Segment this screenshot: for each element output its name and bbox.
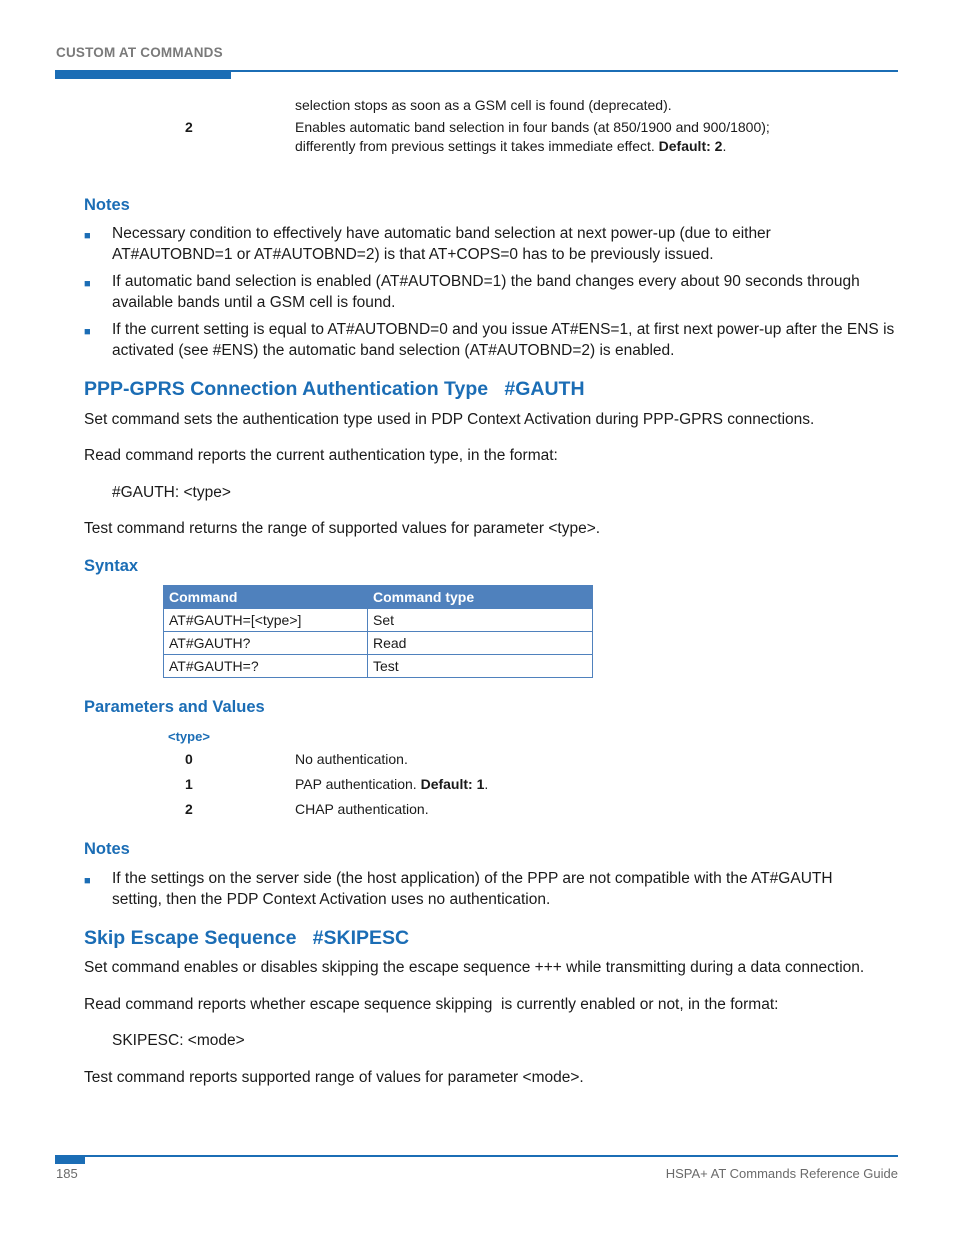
table-cell-command: AT#GAUTH=? [164, 655, 368, 678]
band-row2-value: 2 [185, 119, 193, 135]
table-cell-command: AT#GAUTH? [164, 632, 368, 655]
note-item: Necessary condition to effectively have automatic band selection at next power-up (due to either AT#AUTOBND=1 or AT#AUTOBND=2) is that AT+COPS=0 has to be previously issued. [112, 225, 771, 263]
gauth-format: #GAUTH: <type> [112, 484, 231, 501]
footer-guide-title: HSPA+ AT Commands Reference Guide [665, 1166, 898, 1181]
section-title-gauth: PPP-GPRS Connection Authentication Type #GAUTH [84, 378, 585, 400]
syntax-table [163, 585, 593, 678]
param-value: 2 [185, 801, 193, 817]
param-value: 1 [185, 776, 193, 792]
param-desc: No authentication. [295, 751, 408, 767]
table-cell-type: Read [368, 632, 593, 655]
running-header: CUSTOM AT COMMANDS [56, 45, 223, 60]
gauth-test-desc: Test command returns the range of supported values for parameter <type>. [84, 520, 601, 537]
note-item: If the current setting is equal to AT#AUTOBND=0 and you issue AT#ENS=1, at first next power-up after the ENS is activated (see #ENS) the automatic band selection (AT#AUTOBND=2) is enabled. [112, 321, 895, 359]
section-title-skipesc: Skip Escape Sequence #SKIPESC [84, 927, 410, 949]
skipesc-set-desc: Set command enables or disables skipping the escape sequence +++ while transmitting during a data connection. [84, 959, 865, 976]
table-row [164, 609, 593, 632]
table-row [164, 632, 593, 655]
header-accent-block [55, 70, 231, 79]
square-bullet-icon: ■ [84, 326, 91, 338]
band-row2-desc-line2: differently from previous settings it takes immediate effect. Default: 2. [295, 138, 727, 154]
table-row [164, 655, 593, 678]
gauth-set-desc: Set command sets the authentication type used in PDP Context Activation during PPP-GPRS connections. [84, 411, 815, 428]
page-number: 185 [56, 1166, 78, 1181]
notes-heading: Notes [84, 196, 130, 214]
gauth-read-desc: Read command reports the current authentication type, in the format: [84, 447, 558, 464]
table-header-command: Command [164, 586, 368, 609]
note-item: If the settings on the server side (the host application) of the PPP are not compatible with the AT#GAUTH setting, then the PDP Context Activation uses no authentication. [112, 870, 833, 908]
skipesc-read-desc: Read command reports whether escape sequence skipping is currently enabled or not, in the format: [84, 996, 779, 1013]
parameters-heading: Parameters and Values [84, 698, 265, 716]
band-row2-desc-line1: Enables automatic band selection in four bands (at 850/1900 and 900/1800); [295, 119, 770, 135]
param-desc: PAP authentication. Default: 1. [295, 776, 489, 792]
note-item: If automatic band selection is enabled (AT#AUTOBND=1) the band changes every about 90 seconds through available bands until a GSM cell is found. [112, 273, 860, 311]
param-name: <type> [168, 729, 210, 744]
param-value: 0 [185, 751, 193, 767]
table-header-row [164, 586, 593, 609]
syntax-heading: Syntax [84, 557, 139, 575]
footer-rule [55, 1155, 898, 1157]
footer-accent-block [55, 1155, 85, 1164]
table-cell-command: AT#GAUTH=[<type>] [164, 609, 368, 632]
band-row1-desc: selection stops as soon as a GSM cell is found (deprecated). [295, 97, 672, 113]
table-cell-type: Test [368, 655, 593, 678]
square-bullet-icon: ■ [84, 230, 91, 242]
table-cell-type: Set [368, 609, 593, 632]
param-desc: CHAP authentication. [295, 801, 429, 817]
square-bullet-icon: ■ [84, 875, 91, 887]
table-header-command-type: Command type [368, 586, 593, 609]
skipesc-format: SKIPESC: <mode> [112, 1032, 245, 1049]
square-bullet-icon: ■ [84, 278, 91, 290]
skipesc-test-desc: Test command reports supported range of values for parameter <mode>. [84, 1069, 584, 1086]
notes-heading: Notes [84, 840, 130, 858]
